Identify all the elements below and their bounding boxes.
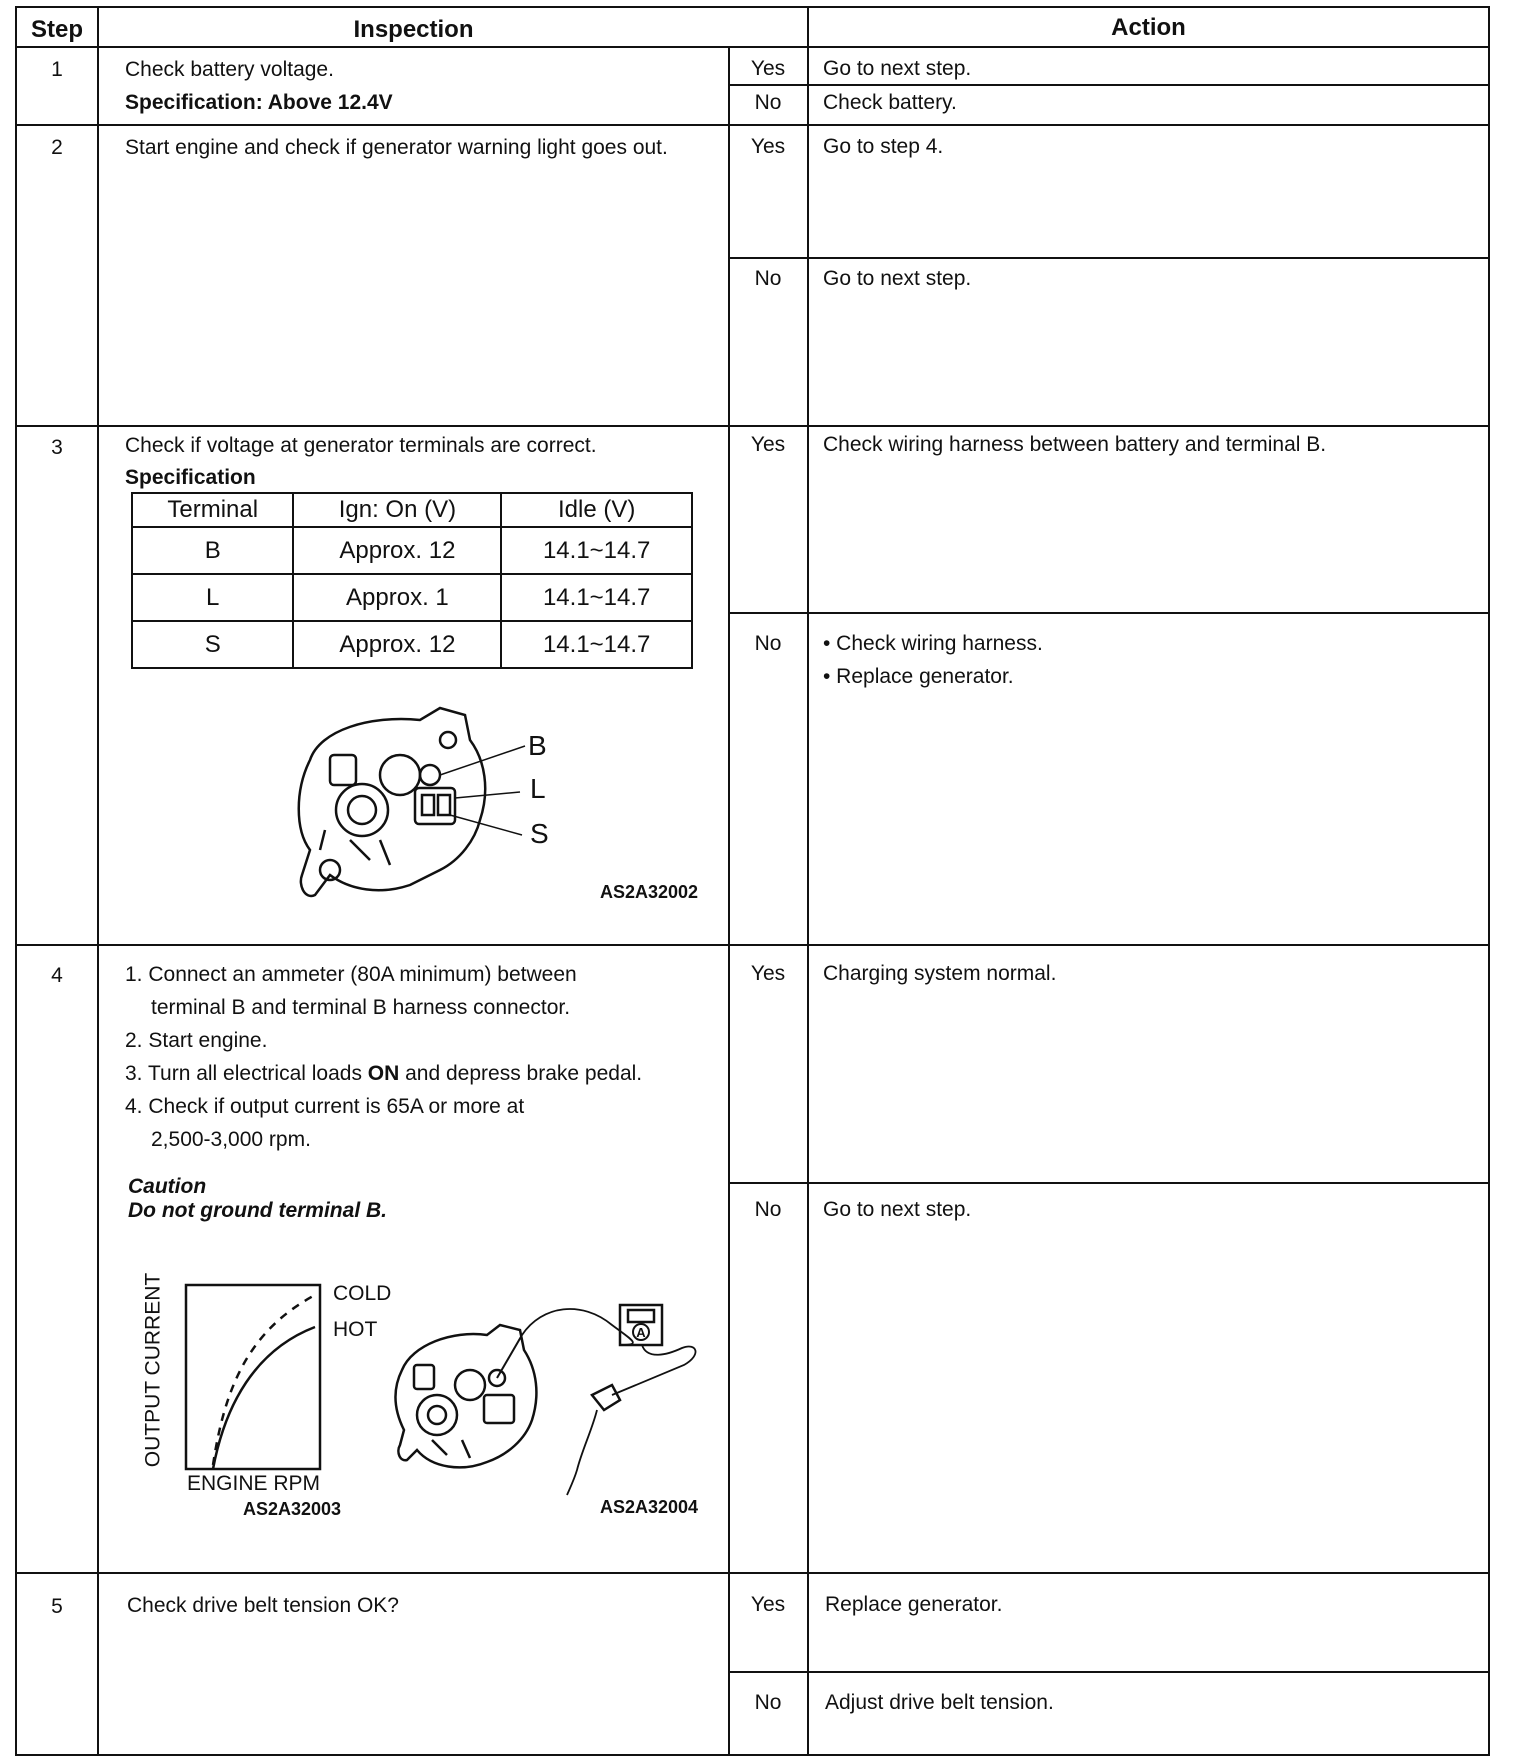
step-1-specification: Specification: Above 12.4V [125,91,393,114]
step-4-no: No [754,1198,782,1221]
table-header-cell: Idle (V) [501,493,692,527]
step-3-inspection: Check if voltage at generator terminals are correct. [125,434,597,457]
table-row [132,527,692,574]
table-cell: 14.1~14.7 [501,574,692,621]
step-3-no: No [754,632,782,655]
step-5-yes: Yes [750,1593,786,1616]
step-1-inspection: Check battery voltage. [125,58,334,81]
figure-code-as2a32002: AS2A32002 [600,882,699,902]
header-step: Step [30,16,83,43]
procedure-line-3: 2. Start engine. [125,1029,268,1052]
procedure-line-5: 4. Check if output current is 65A or more at [125,1095,525,1118]
ammeter-connection-illustration [392,1300,712,1500]
graph-frame [186,1285,320,1469]
header-inspection: Inspection [353,16,474,43]
procedure-line-2: terminal B and terminal B harness connector. [151,996,571,1019]
step-3-yes: Yes [750,433,786,456]
step-2-yes-action: Go to step 4. [823,135,944,158]
table-cell: Approx. 12 [293,621,501,668]
table-cell: L [132,574,293,621]
header-action: Action [1111,14,1186,41]
step-2-no-action: Go to next step. [823,267,972,290]
table-cell: S [132,621,293,668]
output-current-graph [180,1275,330,1475]
terminal-label-l: L [530,773,546,804]
step-2-no: No [754,267,782,290]
procedure-line-4-end: and depress brake pedal. [399,1062,643,1085]
step-3-yes-action: Check wiring harness between battery and terminal B. [823,433,1327,456]
table-cell: Approx. 12 [293,527,501,574]
table-row [132,574,692,621]
step-1-yes-action: Go to next step. [823,57,972,80]
table-cell: Approx. 1 [293,574,501,621]
procedure-line-4-emphasis: ON [367,1062,400,1085]
graph-ylabel: OUTPUT CURRENT [141,1272,165,1468]
step-2-yes: Yes [750,135,786,158]
hot-curve [213,1327,315,1469]
table-cell: 14.1~14.7 [501,527,692,574]
figure-code-as2a32003: AS2A32003 [243,1499,342,1519]
step-4-yes-action: Charging system normal. [823,962,1057,985]
ammeter-symbol: A [636,1325,646,1340]
caution-title: Caution [128,1175,207,1198]
step-5-number: 5 [51,1595,63,1618]
step-2-number: 2 [51,136,63,159]
step-3-no-action-1: • Check wiring harness. [823,632,1043,655]
step-2-inspection: Start engine and check if generator warning light goes out. [125,136,668,159]
graph-xlabel: ENGINE RPM [187,1472,321,1495]
step-5-no: No [754,1691,782,1714]
step-1-no-action: Check battery. [823,91,957,114]
step-1-no: No [754,91,782,114]
step-4-yes: Yes [750,962,786,985]
step-3-no-action-2: • Replace generator. [823,665,1014,688]
procedure-line-4-start: 3. Turn all electrical loads [125,1062,368,1085]
step-5-no-action: Adjust drive belt tension. [825,1691,1054,1714]
terminal-label-b: B [528,730,547,761]
figure-code-as2a32004: AS2A32004 [600,1497,699,1517]
step-1-yes: Yes [750,57,786,80]
table-cell: 14.1~14.7 [501,621,692,668]
step-3-specification-label: Specification [125,466,256,489]
curve-label-cold: COLD [333,1282,392,1305]
step-4-no-action: Go to next step. [823,1198,972,1221]
step-3-number: 3 [51,436,63,459]
caution-text: Do not ground terminal B. [128,1199,387,1222]
step-5-yes-action: Replace generator. [825,1593,1003,1616]
table-cell: B [132,527,293,574]
terminal-label-s: S [530,818,549,849]
step-4-number: 4 [51,964,63,987]
table-row [132,621,692,668]
curve-label-hot: HOT [333,1318,378,1341]
procedure-line-6: 2,500-3,000 rpm. [151,1128,311,1151]
procedure-line-4 [125,1060,642,1087]
procedure-line-1: 1. Connect an ammeter (80A minimum) between [125,963,577,986]
cold-curve [213,1295,315,1465]
table-header-cell: Ign: On (V) [293,493,501,527]
table-header-row [132,493,692,527]
step-1-number: 1 [51,58,63,81]
step-5-inspection: Check drive belt tension OK? [127,1594,399,1617]
terminal-voltage-table [131,492,693,669]
table-header-cell: Terminal [132,493,293,527]
